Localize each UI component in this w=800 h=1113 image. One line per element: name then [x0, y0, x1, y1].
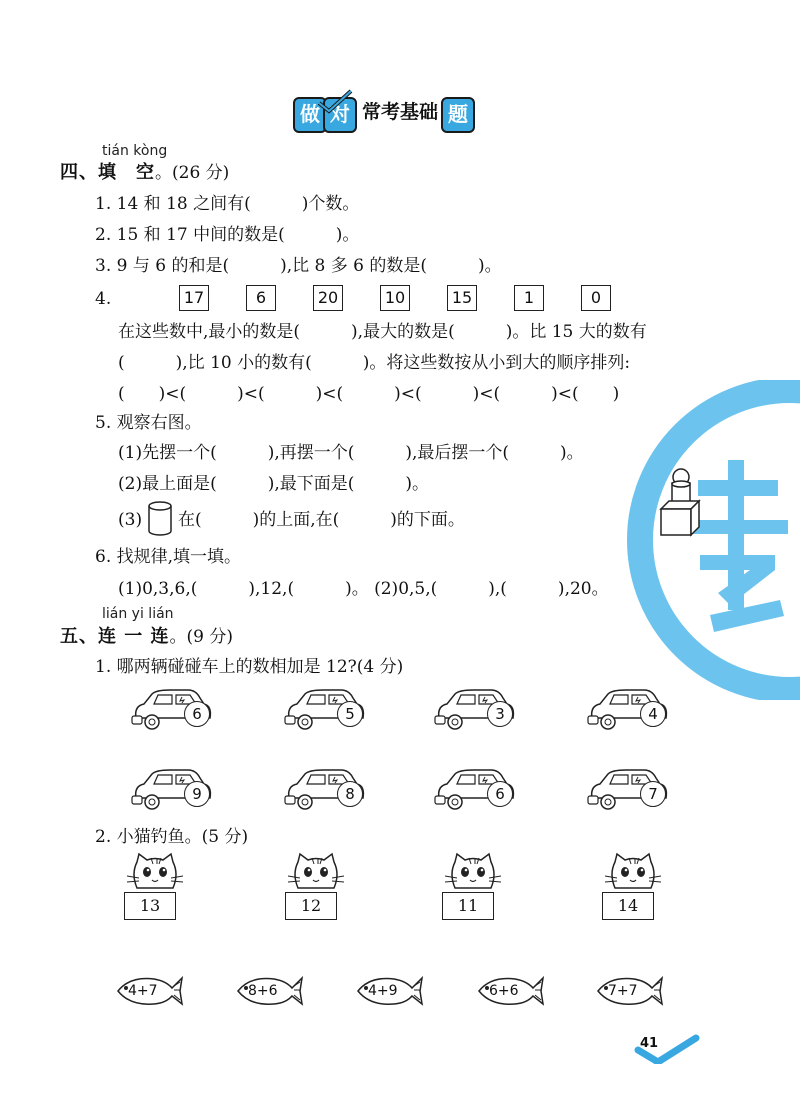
sec4-title: 四、填 空 [60, 162, 155, 183]
stacked-shapes-figure [657, 465, 705, 537]
car-number: 8 [337, 781, 363, 807]
fish-expression: 6+6 [489, 983, 519, 999]
question-4-line-3: ( )<( )<( )<( )<( )<( )<( ) [118, 384, 620, 404]
car-number: 3 [487, 701, 513, 727]
section-banner [293, 97, 471, 131]
banner-char-1: 做 [293, 97, 327, 133]
bumper-car [586, 768, 682, 814]
question-2: 2. 15 和 17 中间的数是( )。 [95, 225, 360, 245]
fish [114, 974, 184, 1008]
bumper-car [283, 688, 379, 734]
sec5-question-2: 2. 小猫钓鱼。(5 分) [95, 827, 249, 847]
question-6-title: 6. 找规律,填一填。 [95, 547, 242, 567]
question-6-line: (1)0,3,6,( ),12,( )。 (2)0,5,( ),( ),20。 [118, 579, 609, 599]
bumper-car [130, 768, 226, 814]
fish [475, 974, 545, 1008]
bumper-car [130, 688, 226, 734]
banner-char-2: 对 [323, 97, 357, 133]
question-5-line-3a: (3) [118, 510, 143, 530]
number-box: 0 [581, 285, 611, 311]
number-box: 6 [246, 285, 276, 311]
cat [600, 852, 660, 922]
fish-expression: 8+6 [248, 983, 278, 999]
banner-text: 常考基础 [357, 97, 443, 129]
cylinder-icon [147, 501, 173, 537]
fish-expression: 4+7 [128, 983, 158, 999]
number-box: 20 [313, 285, 343, 311]
number-box: 10 [380, 285, 410, 311]
watermark-stamp [600, 380, 800, 700]
bumper-car [586, 688, 682, 734]
question-4-label: 4. [95, 289, 112, 309]
car-number: 9 [184, 781, 210, 807]
question-5-title: 5. 观察右图。 [95, 413, 202, 433]
sec4-heading [60, 162, 229, 184]
sec5-question-1: 1. 哪两辆碰碰车上的数相加是 12?(4 分) [95, 657, 404, 677]
banner-char-4: 题 [441, 97, 475, 133]
number-box: 15 [447, 285, 477, 311]
cat-number-card: 11 [442, 892, 494, 920]
car-number: 7 [640, 781, 666, 807]
page-number-badge [630, 1034, 700, 1064]
car-number: 6 [487, 781, 513, 807]
number-box: 1 [514, 285, 544, 311]
sec4-pinyin: tián kòng [102, 143, 168, 159]
fish [594, 974, 664, 1008]
question-1: 1. 14 和 18 之间有( )个数。 [95, 194, 360, 214]
question-5-line-3b: 在( )的上面,在( )的下面。 [178, 510, 465, 530]
car-number: 6 [184, 701, 210, 727]
fish-expression: 7+7 [608, 983, 638, 999]
fish-expression: 4+9 [368, 983, 398, 999]
question-4-line-2: ( ),比 10 小的数有( )。将这些数按从小到大的顺序排列: [118, 353, 631, 373]
sec5-heading [60, 626, 233, 648]
number-box: 17 [179, 285, 209, 311]
question-5-line-2: (2)最上面是( ),最下面是( )。 [118, 474, 430, 494]
bumper-car [433, 768, 529, 814]
car-number: 5 [337, 701, 363, 727]
bumper-car [283, 768, 379, 814]
cat-number-card: 14 [602, 892, 654, 920]
sec4-score: 。(26 分) [155, 163, 230, 183]
question-3: 3. 9 与 6 的和是( ),比 8 多 6 的数是( )。 [95, 256, 502, 276]
sec5-pinyin: lián yi lián [102, 606, 174, 622]
page-number: 41 [640, 1036, 659, 1051]
cat-number-card: 13 [124, 892, 176, 920]
fish [354, 974, 424, 1008]
cat [122, 852, 182, 922]
sec5-score: 。(9 分) [169, 627, 234, 647]
car-number: 4 [640, 701, 666, 727]
sec5-title: 五、连 一 连 [60, 626, 170, 647]
cat-number-card: 12 [285, 892, 337, 920]
cat [440, 852, 500, 922]
question-5-line-1: (1)先摆一个( ),再摆一个( ),最后摆一个( )。 [118, 443, 584, 463]
fish [234, 974, 304, 1008]
cat [283, 852, 343, 922]
question-4-line-1: 在这些数中,最小的数是( ),最大的数是( )。比 15 大的数有 [118, 322, 647, 342]
check-icon [315, 89, 355, 115]
bumper-car [433, 688, 529, 734]
